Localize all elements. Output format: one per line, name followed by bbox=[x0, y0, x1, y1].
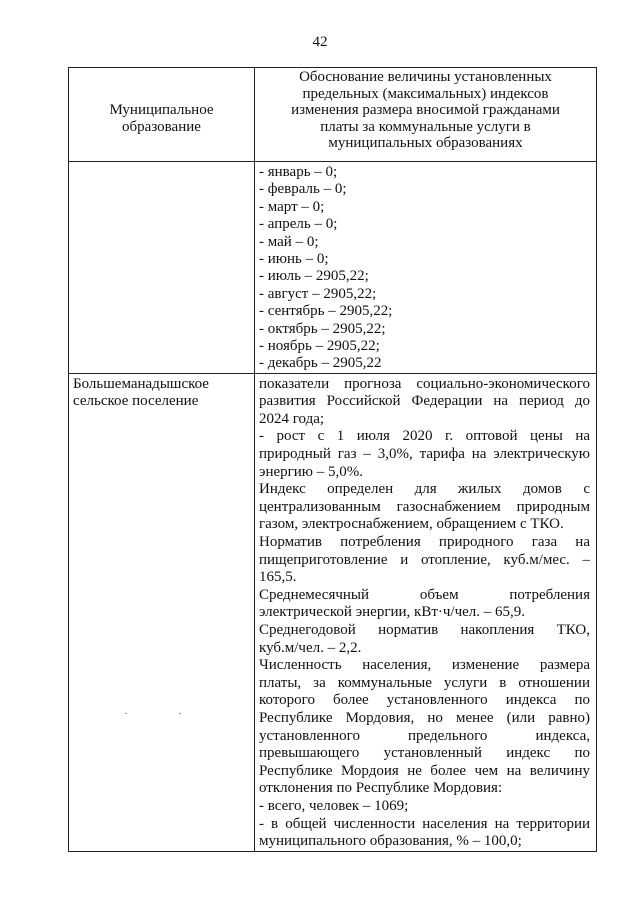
justification-line: установленного предельного индекса, bbox=[259, 727, 590, 744]
justification-line: - всего, человек – 1069; bbox=[259, 797, 409, 814]
justification-line: электрической энергии, кВт·ч/чел. – 65,9. bbox=[259, 604, 526, 621]
header-justification-line: изменения размера вносимой гражданами bbox=[291, 102, 560, 118]
municipality-name-cell bbox=[69, 373, 255, 851]
header-municipality-line: образование bbox=[122, 118, 201, 135]
monthly-values-cell bbox=[255, 162, 597, 374]
justification-line: - рост с 1 июля 2020 г. оптовой цены на bbox=[259, 428, 590, 445]
month-value: - декабрь – 2905,22 bbox=[259, 355, 382, 372]
month-value: - август – 2905,22; bbox=[259, 285, 377, 302]
justification-line: показатели прогноза социально-экономического bbox=[259, 375, 590, 392]
page-number: 42 bbox=[312, 34, 328, 50]
table-row bbox=[69, 373, 597, 851]
justification-line: 2024 года; bbox=[259, 410, 325, 427]
justification-line: Индекс определен для жилых домов с bbox=[259, 481, 590, 498]
justification-line: платы, за коммунальные услуги в отношении bbox=[259, 674, 590, 691]
empty-municipality-cell bbox=[69, 162, 255, 374]
justification-line: энергию – 5,0%. bbox=[259, 463, 364, 480]
month-value: - октябрь – 2905,22; bbox=[259, 320, 386, 337]
justification-line: Численность населения, изменение размера bbox=[259, 657, 590, 674]
justification-line: Норматив потребления природного газа на bbox=[259, 534, 590, 551]
justification-line: развития Российской Федерации на период до bbox=[259, 393, 590, 410]
justification-line: Среднемесячный объем потребления bbox=[259, 586, 590, 603]
month-value: - апрель – 0; bbox=[259, 216, 338, 233]
month-value: - сентябрь – 2905,22; bbox=[259, 303, 393, 320]
month-value: - июль – 2905,22; bbox=[259, 268, 369, 285]
month-value: - январь – 0; bbox=[259, 164, 338, 180]
month-value: - февраль – 0; bbox=[259, 181, 347, 198]
justification-line: Среднегодовой норматив накопления ТКО, bbox=[259, 622, 590, 638]
justification-line: пищеприготовление и отопление, куб.м/мес. – bbox=[259, 551, 590, 568]
header-justification-line: платы за коммунальные услуги в bbox=[320, 118, 531, 135]
justification-line: которого более установленного индекса по bbox=[259, 692, 590, 709]
table-header-row bbox=[69, 68, 597, 162]
header-justification-line: муниципальных образованиях bbox=[328, 135, 523, 151]
indices-table bbox=[68, 67, 597, 852]
month-value: - июнь – 0; bbox=[259, 250, 329, 267]
header-municipality bbox=[69, 68, 255, 162]
header-justification bbox=[255, 68, 597, 162]
justification-line: Республике Мордовия, но менее (или равно) bbox=[259, 709, 590, 726]
justification-line: превышающего установленный индекс по bbox=[259, 745, 590, 762]
justification-line: централизованным газоснабжением природным bbox=[259, 498, 590, 515]
justification-line: куб.м/чел. – 2,2. bbox=[259, 639, 362, 656]
header-justification-line: Обоснование величины установленных bbox=[299, 69, 552, 85]
justification-line: Республике Мордоия не более чем на величину bbox=[259, 762, 590, 779]
scan-speck: · bbox=[124, 706, 128, 720]
municipality-name-line: сельское поселение bbox=[73, 393, 199, 410]
municipality-name-line: Большеманадышское bbox=[73, 375, 209, 392]
header-justification-line: предельных (максимальных) индексов bbox=[302, 85, 549, 102]
justification-line: природный газ – 3,0%, тарифа на электрическую bbox=[259, 446, 590, 463]
justification-line: - в общей численности населения на территории bbox=[259, 815, 590, 832]
justification-text-cell bbox=[255, 373, 597, 851]
table-row bbox=[69, 162, 597, 374]
month-value: - май – 0; bbox=[259, 233, 319, 250]
justification-line: 165,5. bbox=[259, 569, 297, 586]
header-municipality-line: Муниципальное bbox=[109, 101, 214, 118]
month-value: - март – 0; bbox=[259, 198, 325, 215]
justification-line: муниципального образования, % – 100,0; bbox=[259, 833, 522, 850]
month-value: - ноябрь – 2905,22; bbox=[259, 337, 380, 354]
scan-speck: · bbox=[178, 706, 182, 720]
justification-line: газом, электроснабжением, обращением с ТКО. bbox=[259, 516, 564, 533]
justification-line: отклонения по Республике Мордовия: bbox=[259, 780, 503, 797]
